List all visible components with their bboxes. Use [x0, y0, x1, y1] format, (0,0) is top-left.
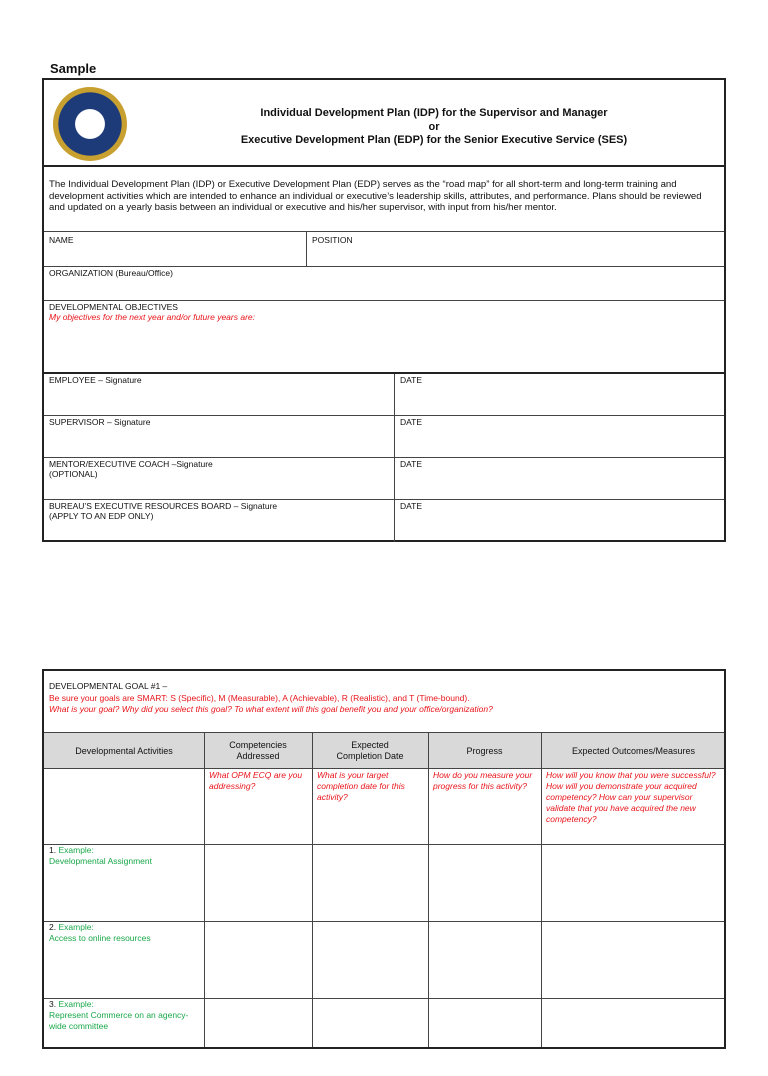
- goal-title: DEVELOPMENTAL GOAL #1 –: [49, 681, 168, 691]
- row-number: 3.: [49, 999, 57, 1009]
- goal-question: What is your goal? Why did you select this goal? To what extent will this goal benefit you and your office/organization?: [49, 704, 493, 714]
- example-label: Example:: [58, 999, 94, 1009]
- activity-text: Access to online resources: [49, 933, 151, 943]
- row-number: 1.: [49, 845, 57, 855]
- activity-text: Represent Commerce on an agency-wide committee: [49, 1010, 189, 1031]
- signature-label[interactable]: SUPERVISOR – Signature: [49, 417, 151, 427]
- signature-row: [44, 374, 724, 416]
- col-header: Expected Completion Date: [336, 740, 404, 761]
- date-field[interactable]: DATE: [400, 417, 423, 427]
- date-field[interactable]: DATE: [400, 459, 423, 469]
- col-header: Developmental Activities: [75, 745, 173, 756]
- intro-text: The Individual Development Plan (IDP) or Executive Development Plan (EDP) serves as the “road map” for all short-term and long-term training and development activities which are intended to enhance an individual or executive’s leadership skills, attributes, and performance. Plans should be reviewed and updated on a yearly basis between an individual or executive and his/her supervisor, with input from his/her mentor.: [44, 167, 724, 232]
- goal-form: [42, 669, 726, 1049]
- table-row: [44, 999, 724, 1076]
- col-header: Expected Outcomes/Measures: [571, 745, 696, 756]
- example-label: Example:: [58, 922, 94, 932]
- signature-row: [44, 458, 724, 500]
- name-field[interactable]: NAME: [49, 235, 74, 245]
- table-header: [44, 733, 724, 769]
- objectives-prompt: My objectives for the next year and/or future years are:: [49, 312, 255, 322]
- col-header: Competencies Addressed: [229, 740, 287, 761]
- organization-row: [44, 267, 724, 301]
- signature-label[interactable]: MENTOR/EXECUTIVE COACH –Signature: [49, 459, 213, 469]
- objectives-label: DEVELOPMENTAL OBJECTIVES: [49, 302, 178, 312]
- smart-hint: Be sure your goals are SMART: S (Specific), M (Measurable), A (Achievable), R (Realistic), and T (Time-bound).: [49, 692, 470, 703]
- signature-sub: (OPTIONAL): [49, 469, 98, 479]
- position-field[interactable]: POSITION: [312, 235, 353, 245]
- signature-row: [44, 500, 724, 542]
- title-or: or: [428, 120, 440, 133]
- objectives-field[interactable]: [49, 302, 255, 322]
- prompt-cell: How do you measure your progress for this activity?: [433, 770, 533, 791]
- example-label: Example:: [58, 845, 94, 855]
- prompt-cell: How will you know that you were successful? How will you demonstrate your acquired competency? How can your supervisor validate that you have acquired the new competency?: [546, 770, 716, 824]
- prompt-cell: What is your target completion date for this activity?: [317, 770, 405, 802]
- date-field[interactable]: DATE: [400, 375, 423, 385]
- objectives-row: [44, 301, 724, 374]
- title-line-1: Individual Development Plan (IDP) for the Supervisor and Manager: [260, 107, 608, 119]
- table-row: [44, 769, 724, 845]
- signature-row: [44, 416, 724, 458]
- department-seal-logo: [53, 87, 127, 161]
- activity-text: Developmental Assignment: [49, 856, 153, 866]
- name-position-row: [44, 232, 724, 267]
- plan-form: [42, 78, 726, 542]
- prompt-cell: What OPM ECQ are you addressing?: [209, 770, 303, 791]
- signature-label[interactable]: EMPLOYEE – Signature: [49, 375, 142, 385]
- row-number: 2.: [49, 922, 57, 932]
- goal-section: [44, 671, 724, 733]
- organization-field[interactable]: ORGANIZATION (Bureau/Office): [49, 268, 173, 278]
- col-header: Progress: [466, 745, 503, 756]
- sample-label: Sample: [50, 61, 97, 76]
- table-row: [44, 845, 724, 922]
- table-row: [44, 922, 724, 999]
- date-field[interactable]: DATE: [400, 501, 423, 511]
- signature-label[interactable]: BUREAU’S EXECUTIVE RESOURCES BOARD – Signature: [49, 501, 278, 511]
- form-header: [44, 80, 724, 167]
- title-line-2: Executive Development Plan (EDP) for the Senior Executive Service (SES): [240, 134, 628, 146]
- signature-sub: (APPLY TO AN EDP ONLY): [49, 511, 154, 521]
